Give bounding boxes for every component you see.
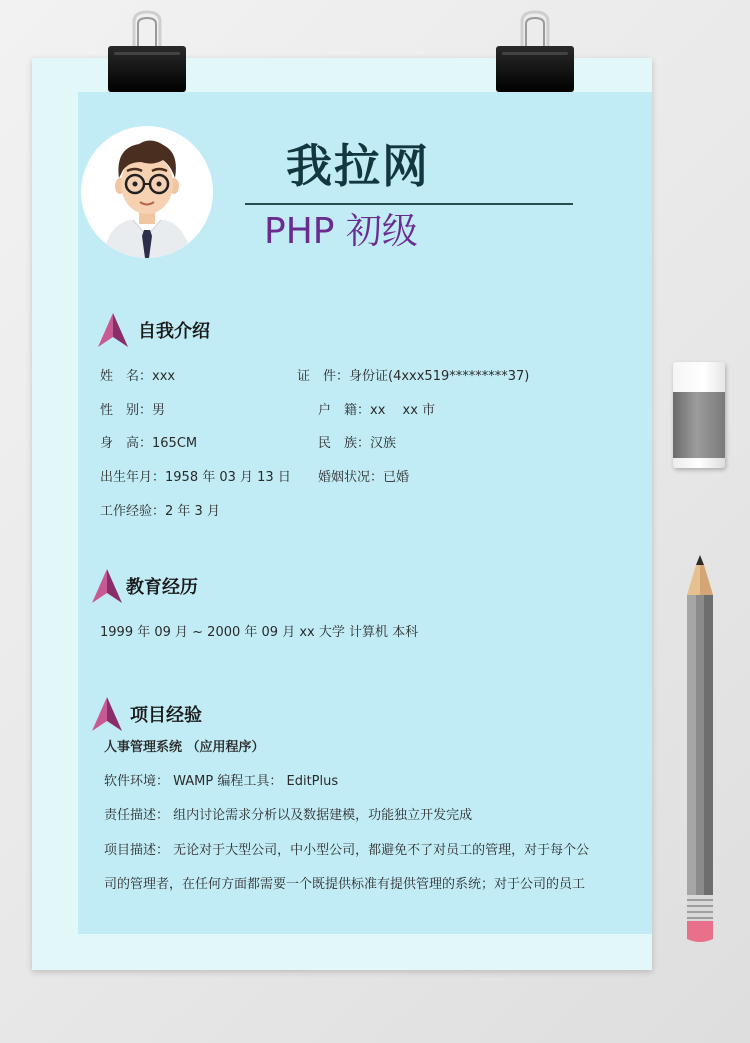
intro-field-birth: 出生年月：1958 年 03 月 13 日 — [100, 470, 291, 485]
resume-position: PHP 初级 — [264, 211, 418, 252]
intro-field-name: 姓 名：xxx — [100, 369, 176, 384]
intro-field-marital: 婚姻状况：已婚 — [318, 470, 410, 485]
cartoon-man-avatar-icon — [81, 126, 213, 258]
section-education-title: 教育经历 — [126, 577, 198, 598]
pencil-icon — [686, 555, 714, 945]
clip-body — [496, 46, 574, 92]
avatar — [81, 126, 213, 258]
project-duty: 责任描述： 组内讨论需求分析以及数据建模，功能独立开发完成 — [104, 808, 473, 823]
intro-field-gender: 性 别：男 — [100, 403, 166, 418]
section-education-heading — [92, 569, 292, 605]
project-name: 人事管理系统 （应用程序） — [104, 740, 265, 755]
project-desc-line1: 项目描述： 无论对于大型公司，中小型公司，都避免不了对员工的管理，对于每个公 — [104, 843, 590, 858]
intro-field-height: 身 高：165CM — [100, 436, 198, 451]
intro-field-ethnicity: 民 族：汉族 — [318, 436, 397, 451]
triangle-arrow-icon — [98, 313, 128, 347]
section-intro-heading — [98, 313, 298, 349]
intro-field-hukou: 户 籍：xx xx 市 — [318, 403, 436, 418]
intro-field-experience: 工作经验：2 年 3 月 — [100, 504, 220, 519]
binder-clip-icon — [496, 10, 574, 92]
resume-name: 我拉网 — [286, 139, 430, 193]
eraser-icon — [673, 362, 725, 468]
binder-clip-icon — [108, 10, 186, 92]
clip-body — [108, 46, 186, 92]
name-divider — [245, 203, 573, 205]
education-entry: 1999 年 09 月 ~ 2000 年 09 月 xx 大学 计算机 本科 — [100, 625, 419, 640]
project-env: 软件环境： WAMP 编程工具： EditPlus — [104, 774, 339, 789]
triangle-arrow-icon — [92, 697, 122, 731]
triangle-arrow-icon — [92, 569, 122, 603]
section-project-title: 项目经验 — [130, 705, 202, 726]
section-project-heading — [92, 697, 292, 733]
intro-field-id: 证 件：身份证(4xxx519*********37) — [297, 369, 530, 384]
project-desc-line2: 司的管理者，在任何方面都需要一个既提供标准有提供管理的系统；对于公司的员工 — [104, 877, 586, 892]
section-intro-title: 自我介绍 — [138, 321, 210, 342]
